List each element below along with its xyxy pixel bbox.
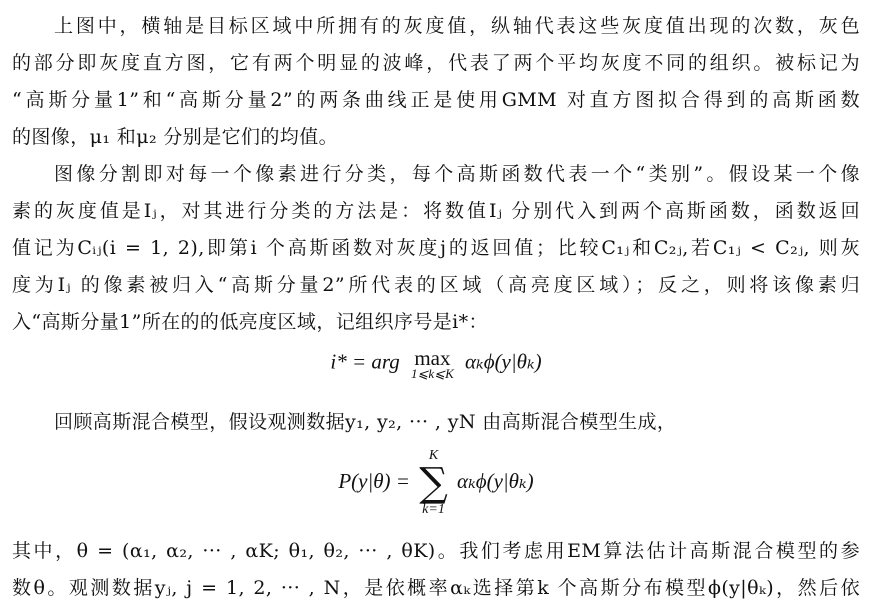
paragraph-1-line-2: 的部分即灰度直方图，它有两个明显的波峰，代表了两个平均灰度不同的组织。被标记为 (12, 52, 860, 74)
paragraph-2-line-1: 图像分割即对每一个像素进行分类，每个高斯函数代表一个“类别”。假设某一个像 (54, 163, 860, 185)
equation-argmax-max: max (414, 346, 451, 370)
summation-upper-limit: K (428, 448, 439, 463)
summation-sign (419, 448, 448, 518)
paragraph-2-line-2: 素的灰度值是Iⱼ，对其进行分类的方法是：将数值Iⱼ 分别代入到两个高斯函数，函数返回 (12, 200, 860, 222)
paragraph-1-line-4: 的图像，μ₁ 和μ₂ 分别是它们的均值。 (12, 126, 339, 148)
equation-gmm-rhs: αₖϕ(y|θₖ) (457, 468, 534, 493)
equation-gmm (12, 448, 860, 518)
paragraph-2-line-4: 度为Iⱼ 的像素被归入“高斯分量2”所代表的区域（高亮度区域）；反之，则将该像素归 (12, 274, 860, 296)
equation-argmax-lhs: i* = arg (330, 349, 400, 374)
equation-argmax (12, 346, 860, 381)
paragraph-3-line-1: 回顾高斯混合模型，假设观测数据y₁, y₂, ··· , yN 由高斯混合模型生成， (54, 411, 677, 433)
paragraph-4-line-1: 其中，θ = (α₁, α₂, ··· , αK; θ₁, θ₂, ··· , θK)。我们考虑用EM算法估计高斯混合模型的参 (12, 540, 860, 562)
paragraph-2-line-3: 值记为Cᵢⱼ(i = 1, 2),即第i 个高斯函数对灰度j的返回值；比较C₁ⱼ和C₂ⱼ,若C₁ⱼ < C₂ⱼ, 则灰 (12, 237, 860, 259)
equation-argmax-limit: 1⩽k⩽K (411, 366, 454, 381)
summation-lower-limit: k=1 (422, 502, 445, 517)
equation-gmm-lhs: P(y|θ) = (338, 468, 410, 493)
equation-argmax-operator (411, 346, 454, 381)
summation-symbol: ∑ (419, 460, 448, 506)
paragraph-2-line-5: 入“高斯分量1”所在的的低亮度区域，记组织序号是i*： (12, 311, 488, 333)
paragraph-1-line-3: “高斯分量1”和“高斯分量2”的两条曲线正是使用GMM 对直方图拟合得到的高斯函数 (12, 89, 860, 111)
equation-argmax-rhs: αₖϕ(y|θₖ) (465, 349, 542, 374)
paragraph-4-line-2: 数θ。观测数据yⱼ, j = 1, 2, ··· , N，是依概率αₖ选择第k 个高斯分布模型ϕ(y|θₖ)，然后依 (12, 577, 860, 599)
paragraph-1-line-1: 上图中，横轴是目标区域中所拥有的灰度值，纵轴代表这些灰度值出现的次数，灰色 (54, 15, 860, 37)
